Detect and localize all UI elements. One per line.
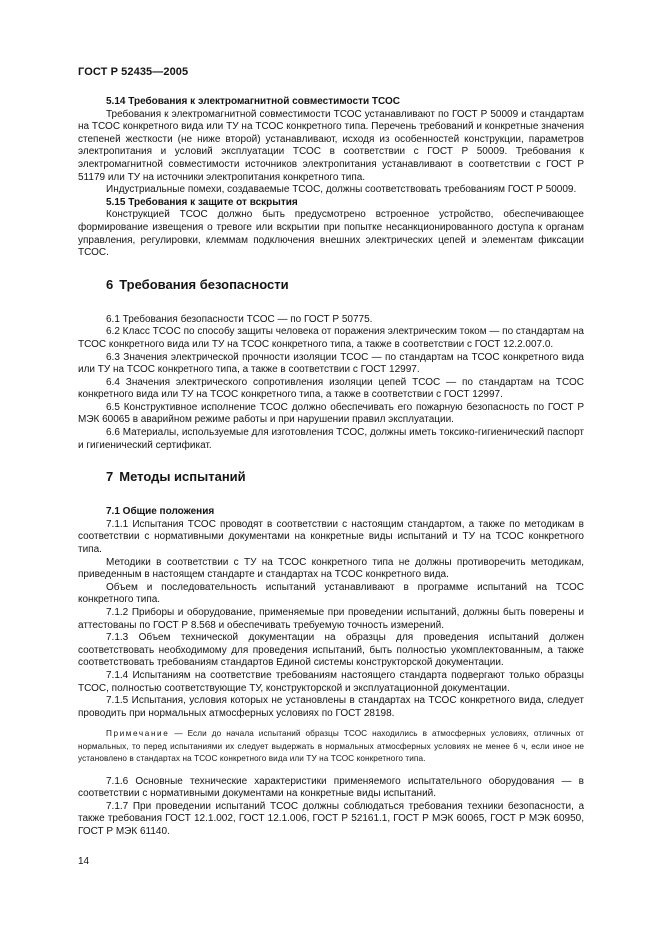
paragraph-7-1-4: 7.1.4 Испытаниям на соответствие требованиям настоящего стандарта подвергают только образцы ТСОС, полностью соответствующие ТУ, конструкторской и эксплуатационной документации. [78, 669, 584, 694]
paragraph-7-1-6: 7.1.6 Основные технические характеристики применяемого испытательного оборудования — в соответствии с нормативными документами на конкретные виды испытаний. [78, 775, 584, 800]
paragraph-5-15-1: Конструкцией ТСОС должно быть предусмотрено встроенное устройство, обеспечивающее формирование извещения о тревоге или вскрытии при попытке несанкционированного доступа к органам управления, регулировки, клеммам подключения внешних электрических цепей и элементам фиксации ТСОС. [78, 209, 584, 259]
subsection-heading-5-15: 5.15 Требования к защите от вскрытия [106, 196, 298, 208]
paragraph-6-4: 6.4 Значения электрического сопротивления изоляции цепей ТСОС — по стандартам на ТСОС конкретного вида или ТУ на ТСОС конкретного типа, а также в соответствии с ГОСТ 12997. [78, 376, 584, 401]
section-title: Методы испытаний [119, 469, 246, 485]
paragraph-7-1-7: 7.1.7 При проведении испытаний ТСОС должны соблюдаться требования техники безопасности, а также требования ГОСТ 12.1.002, ГОСТ 12.1.006, ГОСТ Р 52161.1, ГОСТ Р МЭК 60065, ГОСТ Р МЭК 60950, ГОСТ Р МЭК 61140. [78, 800, 584, 837]
document-body [78, 96, 584, 839]
paragraph-7-1-2: 7.1.2 Приборы и оборудование, применяемые при проведении испытаний, должны быть поверены и аттестованы по ГОСТ Р 8.568 и обеспечивать требуемую точность измерений. [78, 607, 584, 631]
note-label: Примечание [106, 729, 170, 739]
section-heading-7 [78, 469, 584, 485]
section-title: Требования безопасности [119, 276, 289, 292]
section-heading-6 [78, 277, 584, 293]
note-text: — Если до начала испытаний образцы ТСОС находились в атмосферных условиях, отличных от нормальных, то перед испытаниями их следует выдержать в нормальных атмосферных условиях не менее 6 ч, если иное не установлено в стандартах на ТСОС конкретного вида или ТУ на ТСОС конкретного типа. [78, 729, 584, 764]
paragraph-7-1-1: 7.1.1 Испытания ТСОС проводят в соответствии с настоящим стандартом, а также по методикам в соответствии с нормативными документами на конкретные виды испытаний и ТУ на ТСОС конкретного типа. [78, 518, 584, 556]
note [78, 728, 584, 765]
section-number: 7 [106, 469, 114, 485]
subsection-heading-5-14: 5.14 Требования к электромагнитной совместимости ТСОС [106, 96, 400, 107]
section-number: 6 [106, 276, 114, 292]
paragraph-6-5: 6.5 Конструктивное исполнение ТСОС должно обеспечивать его пожарную безопасность по ГОСТ Р МЭК 60065 в аварийном режиме работы и при нарушении правил эксплуатации. [78, 401, 584, 426]
subsection-heading-7-1: 7.1 Общие положения [106, 506, 215, 518]
paragraph-5-14-1: Требования к электромагнитной совместимости ТСОС устанавливают по ГОСТ Р 50009 и стандартам на ТСОС конкретного вида или ТУ на ТСОС конкретного типа. Перечень требований и конкретные значения степеней жесткости (не ниже второй) устанавливают, исходя из особенностей конструкции, параметров электропитания и условий эксплуатации ТСОС в соответствии с ГОСТ Р 50009. Требования к электромагнитной совместимости источников электропитания устанавливают в соответствии с ГОСТ Р 51179 или ТУ на источники электропитания конкретного типа. [78, 108, 584, 183]
page-number: 14 [78, 856, 90, 867]
paragraph-6-1: 6.1 Требования безопасности ТСОС — по ГОСТ Р 50775. [106, 313, 373, 325]
paragraph-7-1-1-c: Объем и последовательность испытаний устанавливают в программе испытаний на ТСОС конкретного типа. [78, 581, 584, 606]
paragraph-6-2: 6.2 Класс ТСОС по способу защиты человека от поражения электрическим током — по стандартам на ТСОС конкретного вида или ТУ на ТСОС конкретного типа, а также в соответствии с ГОСТ 12.2.007.0. [78, 326, 584, 350]
paragraph-7-1-1-b: Методики в соответствии с ТУ на ТСОС конкретного типа не должны противоречить методикам, приведенным в настоящем стандарте и стандартах на ТСОС конкретного вида. [78, 556, 584, 581]
paragraph-7-1-5: 7.1.5 Испытания, условия которых не установлены в стандартах на ТСОС конкретного вида, следует проводить при нормальных атмосферных условиях по ГОСТ 28198. [78, 695, 584, 719]
standard-designation: ГОСТ Р 52435—2005 [78, 66, 189, 78]
paragraph-5-14-2: Индустриальные помехи, создаваемые ТСОС, должны соответствовать требованиям ГОСТ Р 50009. [106, 184, 577, 196]
paragraph-6-6: 6.6 Материалы, используемые для изготовления ТСОС, должны иметь токсико-гигиенический паспорт и гигиенический сертификат. [78, 427, 584, 451]
paragraph-7-1-3: 7.1.3 Объем технической документации на образцы для проведения испытаний должен соответствовать необходимому для проведения испытаний, быть полностью укомплектованным, а также соответствовать требованиям стандартов Единой системы конструкторской документации. [78, 632, 584, 669]
paragraph-6-3: 6.3 Значения электрической прочности изоляции ТСОС — по стандартам на ТСОС конкретного вида или ТУ на ТСОС конкретного типа, а также в соответствии с ГОСТ 12997. [78, 351, 584, 376]
